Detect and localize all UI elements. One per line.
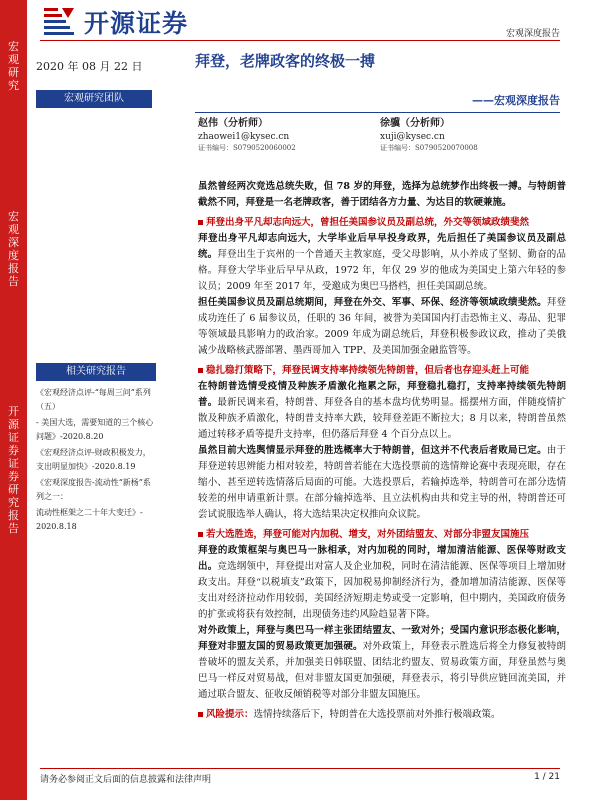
paragraph-lead: 拜登出身平凡却志向远大，大学毕业后早早投身政界，先后担任了美国参议员及副总统。 [198, 233, 566, 260]
paragraph-lead: 拜登的政策框架与奥巴马一脉相承，对内加税的同时，增加清洁能源、医保等财政支出。 [198, 545, 566, 572]
paragraph-text: 拜登成功连任了 6 届参议员，任职的 36 年间，被誉为美国国内打击恐怖主义、毒品、犯罪等领域最具影响力的政治家。2009 年成为副总统后，拜登积极参政议政，推动了美俄减少战略核武器部署、墨西哥加入 TPP、及美国加强金融监管等。 [198, 297, 566, 356]
section-bullet [198, 215, 566, 231]
paragraph-text: 最新民调来看，特朗普、拜登各自的基本盘均优势明显。摇摆州方面，伴随疫情扩散及种族矛盾激化，特朗普支持率大跌，较拜登差距不断拉大；8 月以来，特朗普虽然通过转移矛盾等提升支持率，但仍落后拜登 4 个百分点以上。 [198, 397, 566, 440]
analyst-card [380, 118, 478, 154]
sidebar-label-top: 宏观研究 [8, 40, 19, 92]
bullet-square-icon [198, 712, 203, 717]
paragraph [198, 443, 566, 523]
analyst-email[interactable]: xuji@kysec.cn [380, 132, 445, 142]
sidebar-label-bottom: 开源证券 证券研究报告 [8, 405, 19, 535]
paragraph-text: 由于拜登逆转思辨能力相对较差，特朗普若能在大选投票前的选情辩论赛中表现亮眼，存在缩小、甚至逆转选情落后局面的可能。大选投票后，若输掉选举，特朗普可在部分选情较差的州申请重新计票。在部分输掉选举、且立法机构由共和党主导的州，特朗普还可尝试说服选举人确认，将大选结果决定权推向众议院。 [198, 445, 566, 520]
section-heading: 若大选胜选，拜登可能对内加税、增支，对外团结盟友、对部分非盟友国施压 [206, 529, 530, 540]
paragraph [198, 623, 566, 703]
section-heading: 拜登出身平凡却志向远大，曾担任美国参议员及副总统，外交等领域政绩斐然 [206, 217, 530, 228]
related-report-item[interactable]: 《宏观经济点评-“每周三问”系列（五） [36, 388, 151, 411]
paragraph-text: 对外政策上，拜登表示胜选后将全力修复被特朗普破坏的盟友关系，并加强美日韩联盟、团结北约盟友、贸易政策方面，拜登虽然与奥巴马一样反对贸易战，但对非盟友国更加强硬，拜登表示，将引导供应链回流美国，并通过联合盟友、征收反倾销税等对部分非盟友国施压。 [198, 641, 566, 700]
footer-divider [40, 768, 560, 769]
bullet-square-icon [198, 368, 203, 373]
analyst-card [198, 118, 296, 154]
footer-disclaimer: 请务必参阅正文后面的信息披露和法律声明 [40, 775, 212, 785]
intro-paragraph: 虽然曾经两次竞选总统失败，但 78 岁的拜登，选择为总统梦作出终极一搏。与特朗普截然不同，拜登是一名老牌政客，善于团结各方力量、为达目的软硬兼施。 [198, 181, 566, 208]
page-title: 拜登，老牌政客的终极一搏 [195, 52, 376, 70]
related-reports-list [36, 386, 158, 536]
risk-label: 风险提示： [206, 709, 254, 720]
analyst-name: 徐骥（分析师） [380, 118, 450, 129]
section-bullet [198, 527, 566, 543]
section-bullet [198, 363, 566, 379]
page-number: 1 / 21 [534, 772, 560, 782]
paragraph-text: 拜登出生于宾州的一个普通天主教家庭，受父母影响，从小养成了坚韧、勤奋的品格。拜登大学毕业后早早从政，1972 年，年仅 29 岁的他成为美国史上第六年轻的参议员；2009 年至 2017 年，受邀成为奥巴马搭档，担任美国副总统。 [198, 249, 566, 292]
paragraph-lead: 在特朗普选情受疫情及种族矛盾激化拖累之际，拜登稳扎稳打，支持率持续领先特朗普。 [198, 381, 566, 408]
paragraph [198, 379, 566, 443]
related-report-item[interactable]: 流动性框架之二十年大变迁》- 2020.8.18 [36, 508, 143, 531]
paragraph [198, 231, 566, 295]
paragraph-lead: 虽然目前大选舆情显示拜登的胜选概率大于特朗普，但这并不代表后者败局已定。 [198, 445, 547, 456]
bullet-square-icon [198, 220, 203, 225]
paragraph-text: 竞选纲领中，拜登提出对富人及企业加税，同时在清洁能源、医保等项目上增加财政支出。拜登“以税填支”政策下，因加税易抑制经济行为，叠加增加清洁能源、医保等支出对经济拉动作用较弱，美国经济短期走势或受一定影响，但中期内，美国政府债务的扩张或将获有效控制，出现债务违约风险趋显著下降。 [198, 561, 566, 620]
analyst-name: 赵伟（分析师） [198, 118, 268, 129]
paragraph [198, 543, 566, 623]
brand-logo [44, 4, 244, 38]
risk-note [198, 707, 566, 723]
paragraph-lead: 对外政策上，拜登与奥巴马一样主张团结盟友、一致对外；受国内意识形态极化影响，拜登对非盟友国的贸易政策更加强硬。 [198, 625, 566, 652]
brand-logo-icon [44, 6, 78, 36]
related-report-item[interactable]: 《宏观深度报告-流动性“新杨”系列之一： [36, 478, 151, 501]
report-date: 2020 年 08 月 22 日 [36, 60, 143, 73]
related-report-item[interactable]: 《宏观经济点评-财政积极发力，支出明显加快》-2020.8.19 [36, 448, 151, 471]
report-body [198, 179, 566, 723]
brand-name: 开源证券 [84, 9, 189, 38]
section-heading: 稳扎稳打策略下，拜登民调支持率持续领先特朗普，但后者也存迎头赶上可能 [206, 365, 530, 376]
sidebar-label-middle: 宏观深度报告 [8, 210, 19, 288]
risk-text: 选情持续落后下，特朗普在大选投票前对外推行极端政策。 [253, 709, 501, 720]
paragraph [198, 295, 566, 359]
report-type-label: 宏观深度报告 [505, 29, 560, 39]
analyst-cert: 证书编号：S0790520070008 [380, 144, 478, 152]
related-reports-heading: 相关研究报告 [36, 363, 156, 381]
team-tag: 宏观研究团队 [36, 90, 152, 108]
bullet-square-icon [198, 532, 203, 537]
page-subtitle: ——宏观深度报告 [472, 94, 560, 107]
header-divider [40, 40, 560, 41]
title-divider [195, 112, 560, 113]
related-report-item[interactable]: - 美国大选，需要知道的三个核心问题》-2020.8.20 [36, 418, 154, 441]
left-red-sidebar [0, 0, 27, 800]
paragraph-lead: 担任美国参议员及副总统期间，拜登在外交、军事、环保、经济等领域政绩斐然。 [198, 297, 547, 308]
analyst-email[interactable]: zhaowei1@kysec.cn [198, 132, 290, 142]
analyst-cert: 证书编号：S0790520060002 [198, 144, 296, 152]
